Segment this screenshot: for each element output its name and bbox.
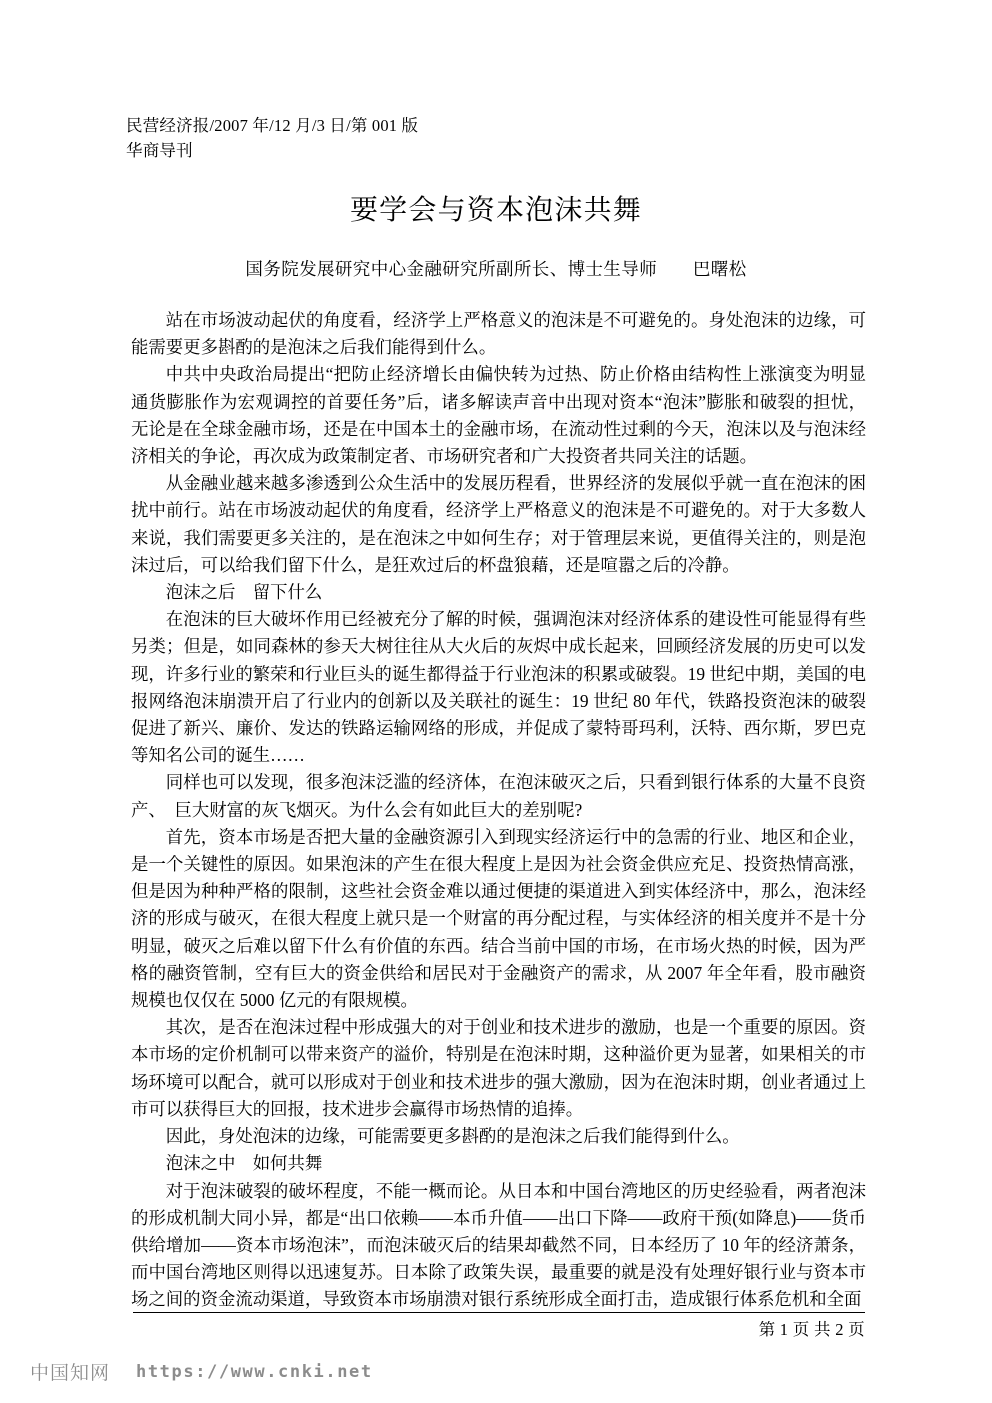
body-paragraph: 在泡沫的巨大破坏作用已经被充分了解的时候，强调泡沫对经济体系的建设性可能显得有些另类；但是，如同森林的参天大树往往从大火后的灰烬中成长起来，回顾经济发展的历史可以发现，许多行业的繁荣和行业巨头的诞生都得益于行业泡沫的积累或破裂。19 世纪中期，美国的电报网络泡沫崩溃开启了行业内的创新以及关联社的诞生：19 世纪 80 年代，铁路投资泡沫的破裂促进了新兴、廉价、发达的铁路运输网络的形成，并促成了蒙特哥玛利，沃特、西尔斯，罗巴克等知名公司的诞生……	[131, 609, 866, 766]
body-paragraph: 同样也可以发现，很多泡沫泛滥的经济体，在泡沫破灭之后，只看到银行体系的大量不良资产、 巨大财富的灰飞烟灭。为什么会有如此巨大的差别呢?	[131, 772, 866, 820]
cnki-watermark	[30, 1358, 373, 1385]
body-paragraph: 站在市场波动起伏的角度看，经济学上严格意义的泡沫是不可避免的。身处泡沫的边缘，可能需要更多斟酌的是泡沫之后我们能得到什么。	[131, 310, 866, 358]
body-paragraph: 对于泡沫破裂的破坏程度，不能一概而论。从日本和中国台湾地区的历史经验看，两者泡沫的形成机制大同小异，都是“出口依赖——本币升值——出口下降——政府干预(如降息)——货币供给增加——资本市场泡沫”，而泡沫破灭后的结果却截然不同，日本经历了 10 年的经济萧条，而中国台湾地区则得以迅速复苏。日本除了政策失误，最重要的就是没有处理好银行业与资本市场之间的资金流动渠道，导致资本市场崩溃对银行系统形成全面打击，造成银行体系危机和全面	[131, 1180, 866, 1310]
page-indicator: 第 1 页 共 2 页	[758, 1320, 865, 1339]
publication-source-line: 民营经济报/2007 年/12 月/3 日/第 001 版	[126, 116, 419, 135]
article-body	[131, 307, 866, 1314]
body-paragraph: 中共中央政治局提出“把防止经济增长由偏快转为过热、防止价格由结构性上涨演变为明显通货膨胀作为宏观调控的首要任务”后，诸多解读声音中出现对资本“泡沫”膨胀和破裂的担忧，无论是在全球金融市场，还是在中国本土的金融市场，在流动性过剩的今天，泡沫以及与泡沫经济相关的争论，再次成为政策制定者、市场研究者和广大投资者共同关注的话题。	[131, 364, 866, 467]
body-paragraph: 从金融业越来越多渗透到公众生活中的发展历程看，世界经济的发展似乎就一直在泡沫的困扰中前行。站在市场波动起伏的角度看，经济学上严格意义的泡沫是不可避免的。对于大多数人来说，我们需要更多关注的，是在泡沫之中如何生存；对于管理层来说，更值得关注的，则是泡沫过后，可以给我们留下什么，是狂欢过后的杯盘狼藉，还是喧嚣之后的冷静。	[131, 473, 866, 575]
article-title: 要学会与资本泡沫共舞	[349, 195, 642, 226]
body-paragraph: 因此，身处泡沫的边缘，可能需要更多斟酌的是泡沫之后我们能得到什么。	[165, 1126, 740, 1147]
publication-meta	[126, 113, 866, 163]
body-paragraph: 首先，资本市场是否把大量的金融资源引入到现实经济运行中的急需的行业、地区和企业，是一个关键性的原因。如果泡沫的产生在很大程度上是因为社会资金供应充足、投资热情高涨，但是因为种种严格的限制，这些社会资金难以通过便捷的渠道进入到实体经济中，那么，泡沫经济的形成与破灭，在很大程度上就只是一个财富的再分配过程，与实体经济的相关度并不是十分明显，破灭之后难以留下什么有价值的东西。结合当前中国的市场，在市场火热的时候，因为严格的融资管制，空有巨大的资金供给和居民对于金融资产的需求，从 2007 年全年看，股市融资规模也仅仅在 5000 亿元的有限规模。	[131, 826, 866, 1011]
cnki-watermark-name: 中国知网	[30, 1363, 111, 1384]
footer-divider	[133, 1312, 865, 1313]
cnki-watermark-url: https://www.cnki.net	[136, 1361, 373, 1382]
article-byline: 国务院发展研究中心金融研究所副所长、博士生导师 巴曙松	[245, 259, 747, 279]
section-subheading: 泡沫之中 如何共舞	[165, 1153, 323, 1174]
section-subheading: 泡沫之后 留下什么	[165, 582, 323, 603]
body-paragraph: 其次，是否在泡沫过程中形成强大的对于创业和技术进步的激励，也是一个重要的原因。资本市场的定价机制可以带来资产的溢价，特别是在泡沫时期，这种溢价更为显著，如果相关的市场环境可以配合，就可以形成对于创业和技术进步的强大激励，因为在泡沫时期，创业者通过上市可以获得巨大的回报，技术进步会赢得市场热情的追捧。	[131, 1017, 866, 1119]
publication-section-line: 华商导刊	[126, 141, 193, 160]
